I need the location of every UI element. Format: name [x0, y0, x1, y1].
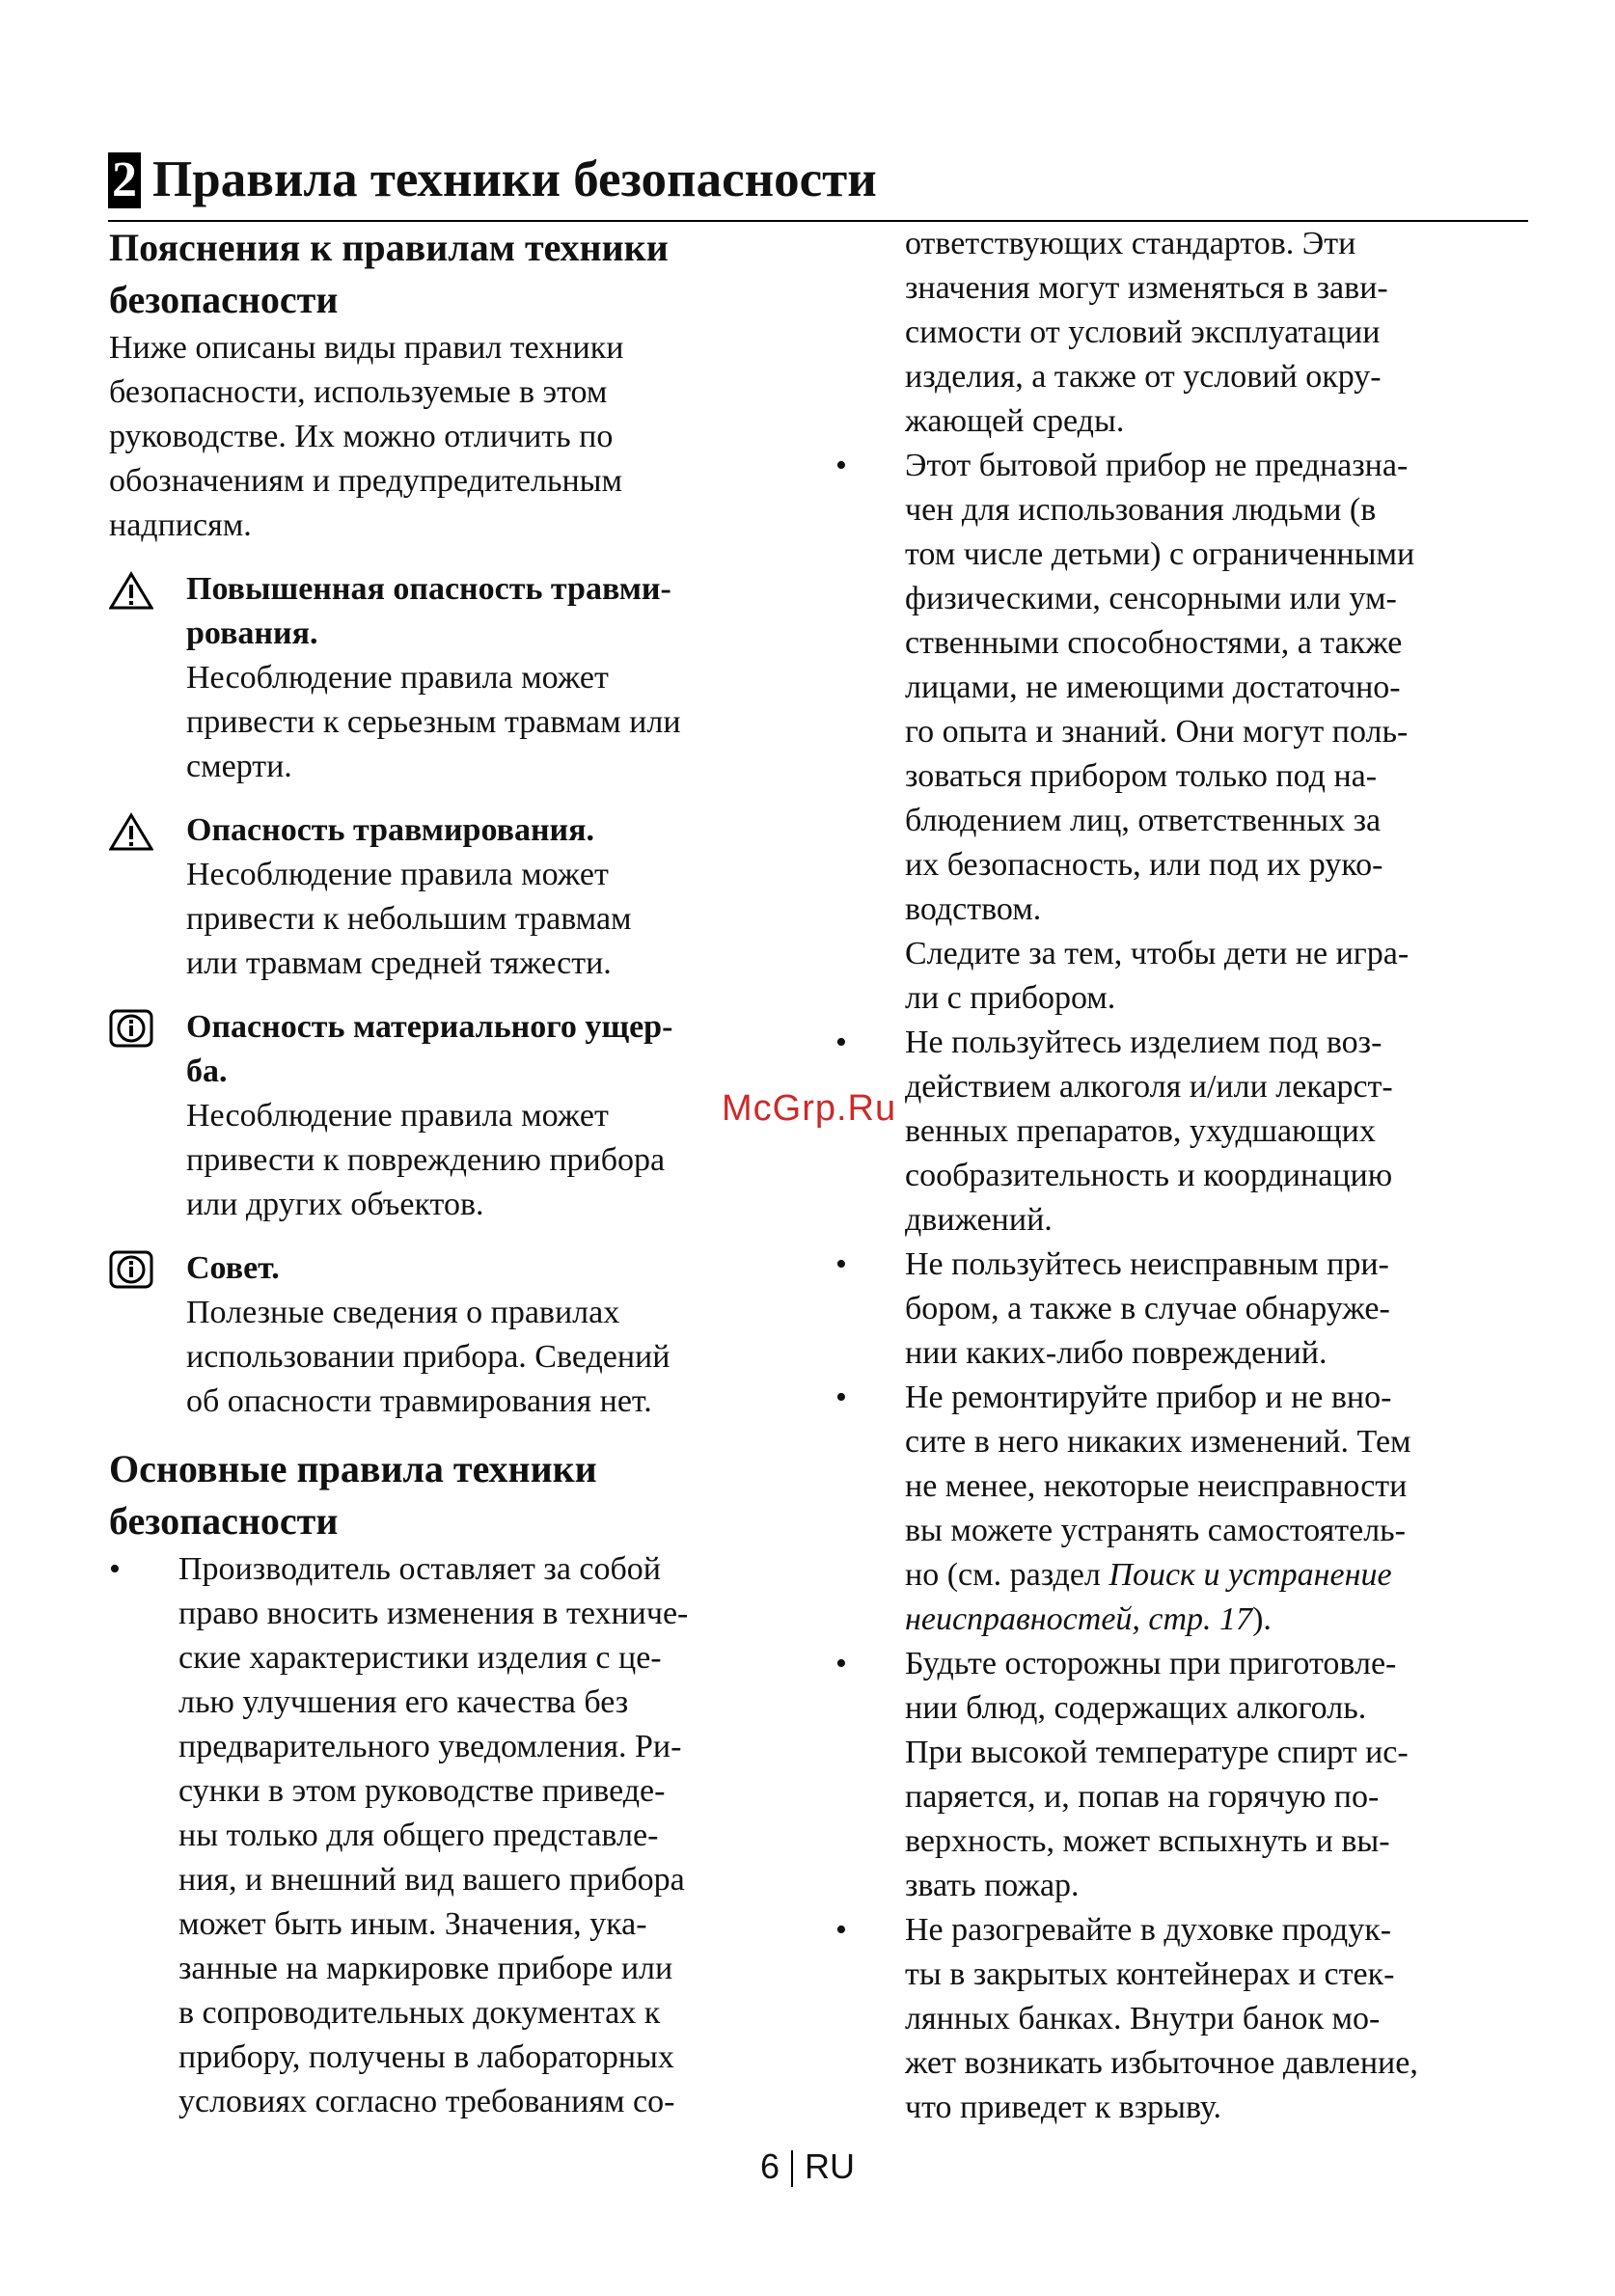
notice-severe-injury: [109, 567, 804, 789]
notice-text: Полезные сведения о правилах использовании прибора. Сведений об опасности травмирования нет.: [186, 1295, 671, 1419]
notice-text: Несоблюдение правила может привести к небольшим травмам или травмам средней тяжести.: [186, 857, 632, 981]
list-item: • Этот бытовой прибор не предназна- чен для использования людьми (в том числе детьми) с ограниченными физическими, сенсорными или ум- ственными способностями, а также лицами, не имеющими достаточно- го опыта и знаний. Они могут поль- зоваться прибором только под на- блюдением лиц, ответственных за их безопасность, или под их руко- водством. Следите за тем, чтобы дети не игра- ли с прибором.: [835, 444, 1530, 1021]
notice-text: Несоблюдение правила может привести к серьезным травмам или смерти.: [186, 660, 681, 784]
language-code: RU: [805, 2146, 856, 2186]
right-column: [835, 222, 1530, 2130]
list-item: • Будьте осторожны при приготовле- нии блюд, содержащих алкоголь. При высокой температуре спирт ис- паряется, и, попав на горячую по- верхность, может вспыхнуть и вы- звать пожар.: [835, 1642, 1530, 1908]
notice-title: Опасность травмирования.: [186, 812, 595, 848]
section-heading-explanations: Пояснения к правилам техники безопасности: [109, 226, 669, 321]
troubleshooting-reference-page: неисправностей, стр. 17: [905, 1601, 1253, 1637]
continuation-paragraph: ответствующих стандартов. Эти значения могут изменяться в зави- симости от условий эксплуатации изделия, а также от условий окру- жающей среды.: [905, 226, 1388, 439]
list-item: • Не ремонтируйте прибор и не вно- сите в него никаких изменений. Тем не менее, некоторые неисправности вы можете устранять самостоятель- но (см. раздел Поиск и устранение неисправностей, стр. 17).: [835, 1376, 1530, 1642]
list-item: • Производитель оставляет за собой право вносить изменения в техниче- ские характеристики изделия с це- лью улучшения его качества без предварительного уведомления. Ри- сунки в этом руководстве приведе- ны только для общего представле- ния, и внешний вид вашего прибора может быть иным. Значения, ука- занные на маркировке приборе или в сопроводительных документах к прибору, получены в лабораторных условиях согласно требованиям со-: [109, 1547, 804, 2124]
list-item: • Не разогревайте в духовке продук- ты в закрытых контейнерах и стек- лянных банках. Внутри банок мо- жет возникать избыточное давление, что приведет к взрыву.: [835, 1908, 1530, 2130]
notice-title: Повышенная опасность травми- рования.: [186, 571, 671, 651]
basic-rules-list: [109, 1547, 804, 2124]
notice-title: Совет.: [186, 1250, 280, 1286]
list-item: • Не пользуйтесь изделием под воз- действием алкоголя и/или лекарст- венных препаратов, ухудшающих сообразительность и координацию движений.: [835, 1021, 1530, 1243]
notice-material-damage: [109, 1005, 804, 1227]
page-footer: [0, 2144, 1615, 2190]
intro-paragraph: Ниже описаны виды правил техники безопасности, используемые в этом руководстве. Их можно отличить по обозначениям и предупредительным надписям.: [109, 330, 624, 543]
info-icon: [109, 1009, 153, 1048]
warning-triangle-icon: [109, 812, 153, 851]
basic-rules-list-continued: [835, 444, 1530, 2130]
footer-separator: [791, 2150, 793, 2187]
watermark: McGrp.Ru: [722, 1088, 897, 1129]
section-heading-basic-rules: Основные правила техники безопасности: [109, 1447, 597, 1543]
info-icon: [109, 1250, 153, 1289]
notice-tip: [109, 1246, 804, 1424]
chapter-header: [108, 145, 1528, 222]
list-item: • Не пользуйтесь неисправным при- бором, а также в случае обнаруже- нии каких-либо повреждений.: [835, 1243, 1530, 1376]
troubleshooting-reference: Поиск и устранение: [1109, 1557, 1392, 1593]
notice-title: Опасность материального ущер- ба.: [186, 1009, 673, 1089]
chapter-title: Правила техники безопасности: [152, 151, 877, 207]
notice-text: Несоблюдение правила может привести к повреждению прибора или других объектов.: [186, 1098, 666, 1222]
notice-injury: [109, 808, 804, 986]
left-column: [109, 222, 804, 2124]
warning-triangle-icon: [109, 571, 153, 610]
chapter-number: 2: [108, 152, 141, 208]
page-number: 6: [759, 2146, 780, 2186]
